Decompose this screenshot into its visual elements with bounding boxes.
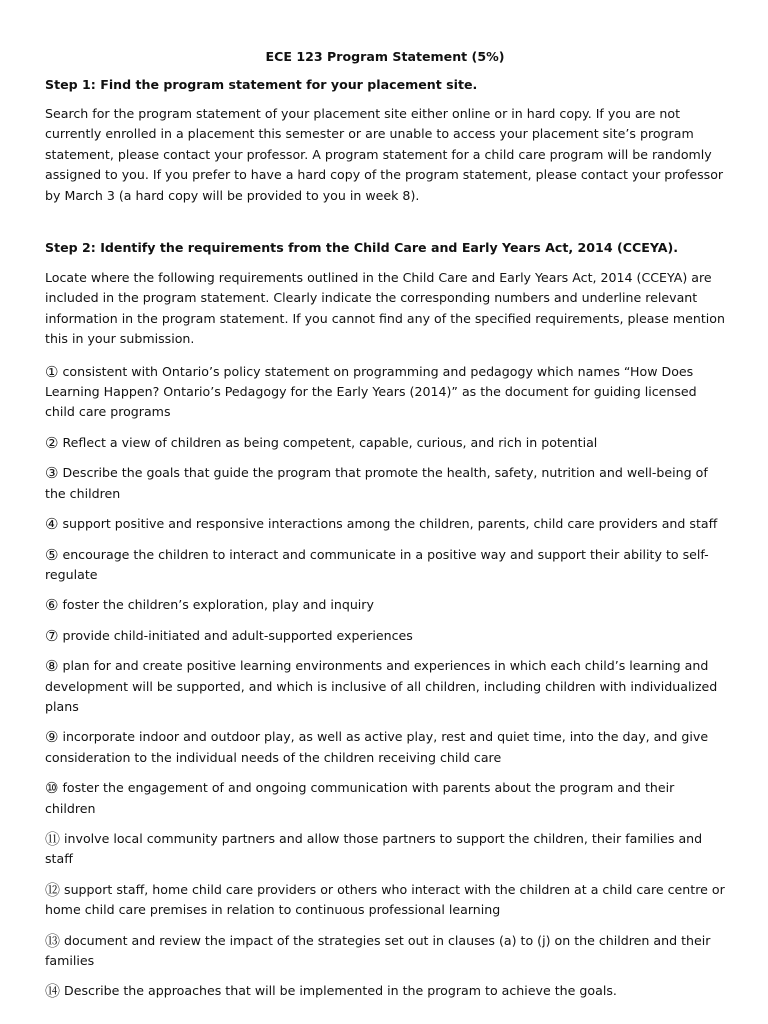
- requirement-number: ⑤: [45, 545, 59, 564]
- requirement-number: ⑧: [45, 657, 59, 676]
- requirement-item: [45, 880, 725, 921]
- requirement-item: [45, 433, 725, 453]
- requirement-text: incorporate indoor and outdoor play, as well as active play, rest and quiet time, into the day, and give consideration to the individual needs of the children receiving child care: [45, 729, 709, 765]
- step1-body: Search for the program statement of your placement site either online or in hard copy. If you are not currently enrolled in a placement this semester or are unable to access your placement site’s program statement, please contact your professor. A program statement for a child care program will be randomly assigned to you. If you prefer to have a hard copy of the program statement, please contact your professor by March 3 (a hard copy will be provided to you in week 8).: [45, 106, 724, 203]
- requirement-text: support staff, home child care providers or others who interact with the children at a child care centre or home child care premises in relation to continuous professional learning: [45, 881, 725, 918]
- requirement-item: [45, 595, 725, 615]
- requirement-item: [45, 514, 725, 534]
- requirement-number: ②: [45, 433, 59, 452]
- requirement-item: [45, 626, 725, 646]
- requirement-text: Describe the approaches that will be implemented in the program to achieve the goals.: [64, 983, 617, 999]
- requirement-item: [45, 778, 725, 819]
- requirement-number: ⑭: [45, 982, 61, 1001]
- requirement-number: ⑪: [45, 829, 61, 848]
- document-page: [45, 36, 725, 1002]
- requirement-number: ⑬: [45, 931, 61, 950]
- step1-heading: Step 1: Find the program statement for your placement site.: [45, 77, 478, 92]
- requirement-number: ⑩: [45, 779, 59, 798]
- requirement-item: [45, 545, 725, 586]
- requirement-item: [45, 656, 725, 717]
- requirement-number: ③: [45, 464, 59, 483]
- requirement-text: Reflect a view of children as being competent, capable, curious, and rich in potential: [62, 434, 598, 450]
- requirement-text: provide child-initiated and adult-supported experiences: [62, 627, 413, 643]
- requirement-number: ⑨: [45, 728, 59, 747]
- step2-body: Locate where the following requirements outlined in the Child Care and Early Years Act, 2014 (CCEYA) are included in the program statement. Clearly indicate the corresponding numbers and underline relevant information in the program statement. If you cannot find any of the specified requirements, please mention this in your submission.: [45, 270, 725, 347]
- requirement-text: support positive and responsive interactions among the children, parents, child care providers and staff: [62, 516, 718, 532]
- requirement-text: foster the engagement of and ongoing communication with parents about the program and their children: [45, 780, 675, 816]
- requirement-text: Describe the goals that guide the program that promote the health, safety, nutrition and well-being of the children: [45, 465, 708, 501]
- requirement-text: foster the children’s exploration, play and inquiry: [62, 597, 374, 613]
- requirement-item: [45, 981, 725, 1001]
- requirement-item: [45, 463, 725, 504]
- document-title: ECE 123 Program Statement (5%): [265, 49, 505, 64]
- requirement-item: [45, 362, 725, 423]
- requirement-number: ①: [45, 362, 59, 381]
- requirement-number: ④: [45, 515, 59, 534]
- requirement-item: [45, 829, 725, 870]
- requirement-number: ⑫: [45, 880, 61, 899]
- requirement-text: plan for and create positive learning environments and experiences in which each child’s learning and development will be supported, and which is inclusive of all children, including children with individualized plans: [45, 658, 718, 714]
- requirement-text: consistent with Ontario’s policy statement on programming and pedagogy which names “How Does Learning Happen? Ontario’s Pedagogy for the Early Years (2014)” as the document for guiding licensed child care programs: [45, 363, 697, 420]
- requirement-text: encourage the children to interact and communicate in a positive way and support their ability to self-regulate: [45, 546, 709, 582]
- requirement-text: document and review the impact of the strategies set out in clauses (a) to (j) on the children and their families: [45, 932, 711, 968]
- requirement-item: [45, 727, 725, 768]
- step2-heading: Step 2: Identify the requirements from the Child Care and Early Years Act, 2014 (CCEYA).: [45, 240, 679, 256]
- requirement-number: ⑦: [45, 626, 59, 645]
- requirement-number: ⑥: [45, 596, 59, 615]
- requirement-text: involve local community partners and allow those partners to support the children, their families and staff: [45, 830, 703, 867]
- requirements-list: [45, 362, 725, 1002]
- requirement-item: [45, 931, 725, 972]
